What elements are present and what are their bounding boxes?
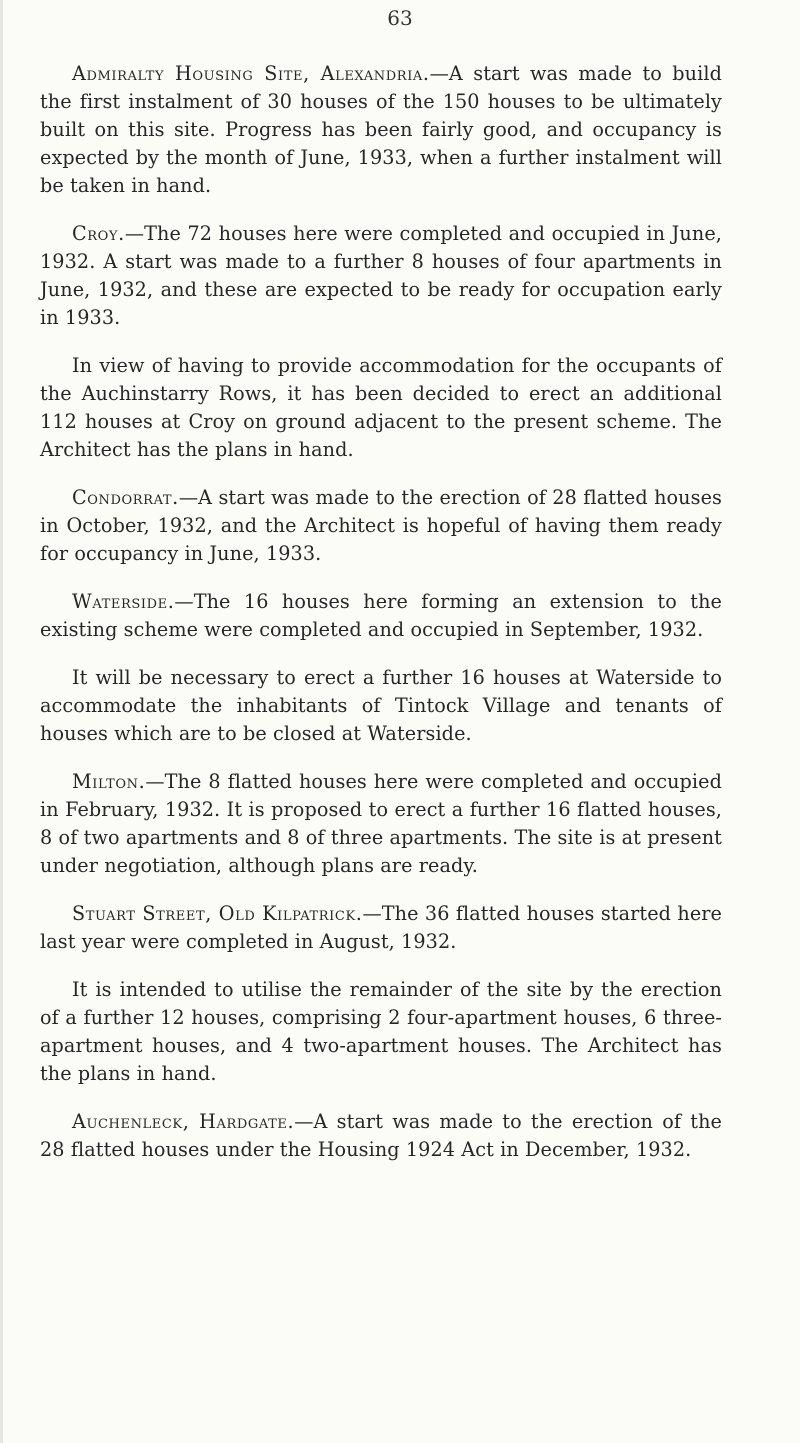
paragraph-body: —A start was made to the erection of the 28 flatted houses under the Housing 1924 Act in December, 1932. bbox=[40, 1110, 722, 1161]
paragraph-heading: Admiralty Housing Site, Alexandria. bbox=[72, 62, 430, 85]
paragraph-waterside bbox=[40, 588, 722, 644]
paragraph-stuart-street-remainder bbox=[40, 976, 722, 1088]
paragraph-condorrat bbox=[40, 484, 722, 568]
paragraph-auchenleck-hardgate bbox=[40, 1108, 722, 1164]
paragraph-body: It is intended to utilise the remainder of the site by the erection of a further 12 houses, comprising 2 four-apartment houses, 6 three-apartment houses, and 4 two-apartment houses. The Architect has the plans in hand. bbox=[40, 978, 722, 1085]
paragraph-heading: Waterside. bbox=[72, 590, 175, 613]
paragraph-body: —The 8 flatted houses here were completed and occupied in February, 1932. It is proposed to erect a further 16 flatted houses, 8 of two apartments and 8 of three apartments. The site is at present under negotiation, although plans are ready. bbox=[40, 770, 722, 877]
paragraph-croy-additional bbox=[40, 352, 722, 464]
paragraph-admiralty-housing-site bbox=[40, 60, 722, 200]
paragraph-waterside-further bbox=[40, 664, 722, 748]
paragraph-heading: Auchenleck, Hardgate. bbox=[72, 1110, 295, 1133]
report-text bbox=[40, 60, 722, 1184]
page-binding-edge bbox=[0, 0, 3, 1443]
paragraph-body: —The 36 flatted houses started here last year were completed in August, 1932. bbox=[40, 902, 722, 953]
paragraph-body: —The 16 houses here forming an extension to the existing scheme were completed and occupied in September, 1932. bbox=[40, 590, 722, 641]
paragraph-body: It will be necessary to erect a further 16 houses at Waterside to accommodate the inhabitants of Tintock Village and tenants of houses which are to be closed at Waterside. bbox=[40, 666, 722, 745]
paragraph-heading: Milton. bbox=[72, 770, 146, 793]
paragraph-body: —The 72 houses here were completed and occupied in June, 1932. A start was made to a further 8 houses of four apartments in June, 1932, and these are expected to be ready for occupation early in 1933. bbox=[40, 222, 722, 329]
paragraph-body: —A start was made to build the first instalment of 30 houses of the 150 houses to be ultimately built on this site. Progress has been fairly good, and occupancy is expected by the month of June, 1933, when a further instalment will be taken in hand. bbox=[40, 62, 722, 197]
paragraph-body: In view of having to provide accommodation for the occupants of the Auchinstarry Rows, it has been decided to erect an additional 112 houses at Croy on ground adjacent to the present scheme. The Architect has the plans in hand. bbox=[40, 354, 722, 461]
page-number: 63 bbox=[387, 6, 413, 30]
paragraph-croy bbox=[40, 220, 722, 332]
paragraph-heading: Stuart Street, Old Kilpatrick. bbox=[72, 902, 363, 925]
paragraph-stuart-street bbox=[40, 900, 722, 956]
paragraph-body: —A start was made to the erection of 28 flatted houses in October, 1932, and the Architect is hopeful of having them ready for occupancy in June, 1933. bbox=[40, 486, 722, 565]
paragraph-heading: Condorrat. bbox=[72, 486, 179, 509]
paragraph-milton bbox=[40, 768, 722, 880]
paragraph-heading: Croy. bbox=[72, 222, 125, 245]
